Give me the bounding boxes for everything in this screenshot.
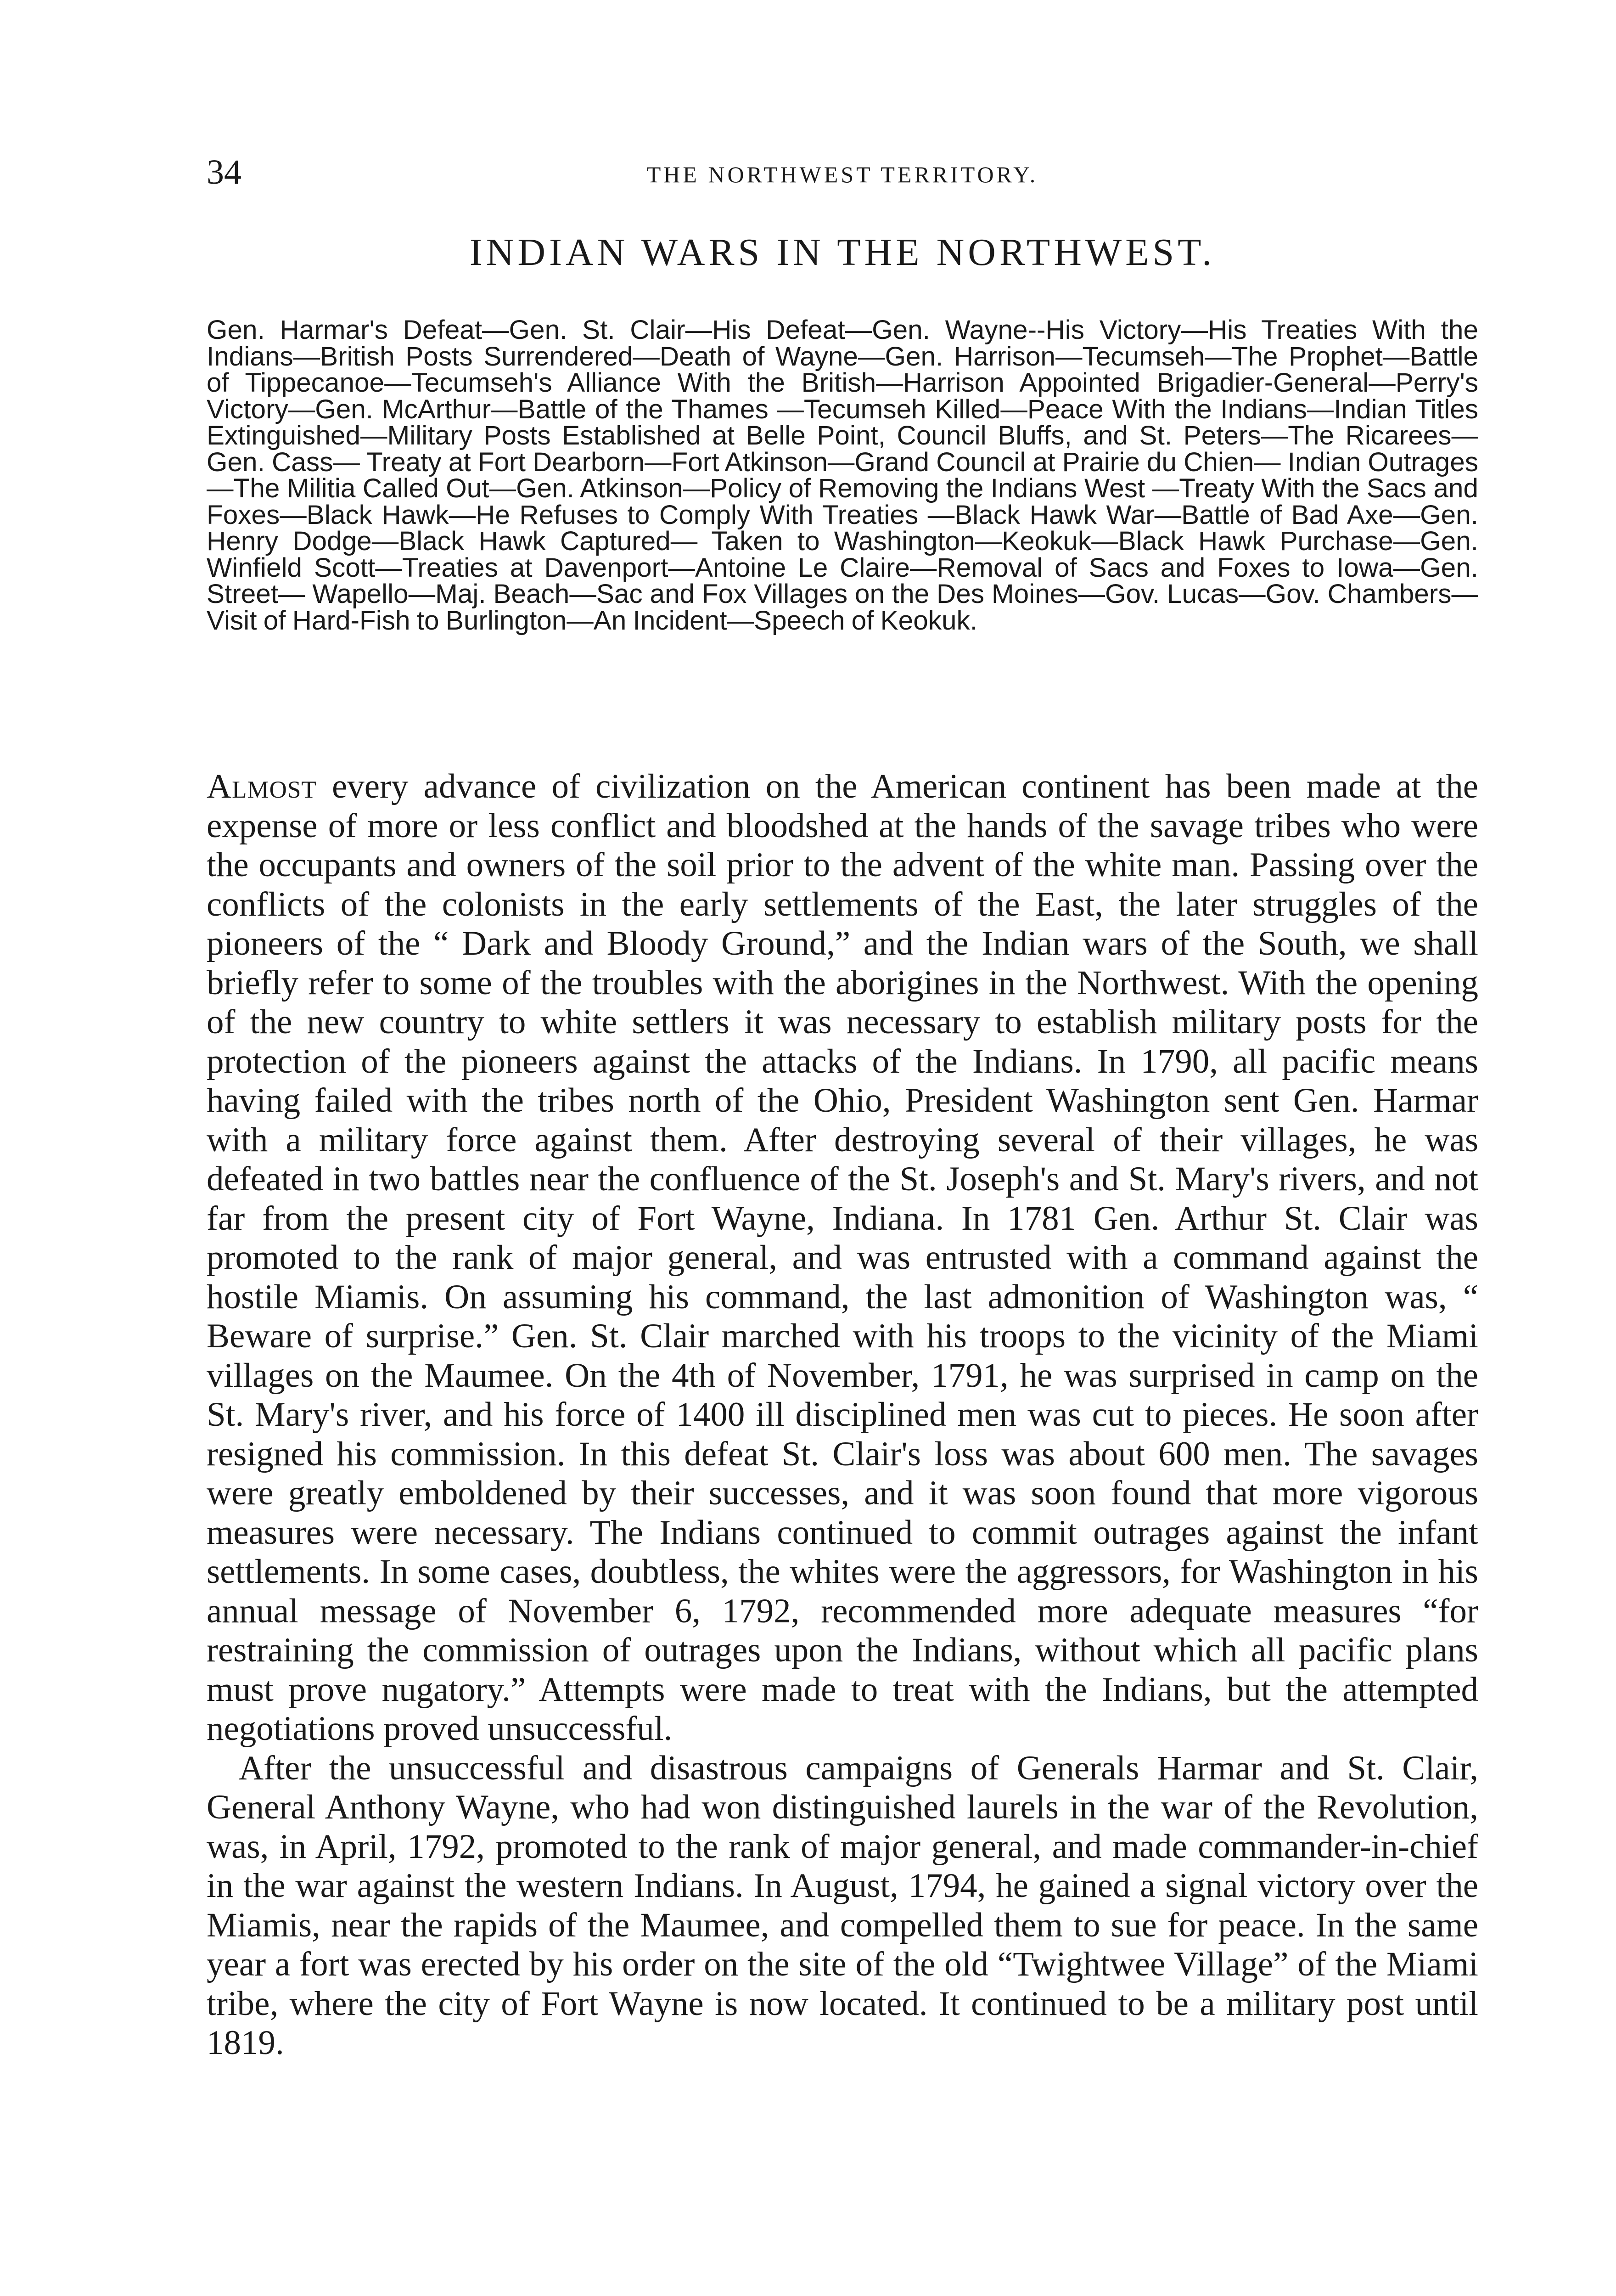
running-head: [207, 152, 1478, 193]
paragraph-2: After the unsuccessful and disastrous campaigns of Generals Harmar and St. Clair, General Anthony Wayne, who had won distinguished laurels in the war of the Revolution, was, in April, 1792, promoted to the rank of major general, and made commander-in-chief in the war against the western Indians. In August, 1794, he gained a signal victory over the Miamis, near the rapids of the Maumee, and compelled them to sue for peace. In the same year a fort was erected by his order on the site of the old “Twightwee Village” of the Miami tribe, where the city of Fort Wayne is now located. It continued to be a military post until 1819.: [207, 1749, 1478, 2062]
chapter-title: INDIAN WARS IN THE NORTHWEST.: [469, 231, 1216, 274]
page-number: 34: [207, 153, 241, 191]
opening-word: Almost: [207, 767, 317, 805]
body-text: [207, 767, 1478, 2063]
running-title: THE NORTHWEST TERRITORY.: [646, 162, 1038, 187]
paragraph-1: [207, 767, 1478, 1749]
paragraph-1-text: every advance of civilization on the American continent has been made at the expense of more or less conflict and bloodshed at the hands of the savage tribes who were the occupants and owners of the soil prior to the advent of the white man. Passing over the conflicts of the colonists in the early settlements of the East, the later struggles of the pioneers of the “ Dark and Bloody Ground,” and the Indian wars of the South, we shall briefly refer to some of the troubles with the aborigines in the Northwest. With the opening of the new country to white settlers it was necessary to establish military posts for the protection of the pioneers against the attacks of the Indians. In 1790, all pacific means having failed with the tribes north of the Ohio, President Washington sent Gen. Harmar with a military force against them. After destroying several of their villages, he was defeated in two battles near the confluence of the St. Joseph's and St. Mary's rivers, and not far from the present city of Fort Wayne, Indiana. In 1781 Gen. Arthur St. Clair was promoted to the rank of major general, and was entrusted with a command against the hostile Miamis. On assuming his command, the last admonition of Washington was, “ Beware of surprise.” Gen. St. Clair marched with his troops to the vicinity of the Miami villages on the Maumee. On the 4th of November, 1791, he was surprised in camp on the St. Mary's river, and his force of 1400 ill disciplined men was cut to pieces. He soon after resigned his commission. In this defeat St. Clair's loss was about 600 men. The savages were greatly emboldened by their successes, and it was soon found that more vigorous measures were necessary. The Indians continued to commit outrages against the infant settlements. In some cases, doubtless, the whites were the aggressors, for Washington in his annual message of November 6, 1792, recommended more adequate measures “for restraining the commission of outrages upon the Indians, without which all pacific plans must prove nugatory.” Attempts were made to treat with the Indians, but the attempted negotiations proved unsuccessful.: [207, 767, 1478, 1748]
chapter-synopsis: Gen. Harmar's Defeat—Gen. St. Clair—His Defeat—Gen. Wayne--His Victory—His Treaties With the Indians—British Posts Surrendered—Death of Wayne—Gen. Harrison—Tecumseh—The Prophet—Battle of Tippecanoe—Tecumseh's Alliance With the British—Harrison Appointed Brigadier-General—Perry's Victory—Gen. McArthur—Battle of the Thames —Tecumseh Killed—Peace With the Indians—Indian Titles Extinguished—Military Posts Established at Belle Point, Council Bluffs, and St. Peters—The Ricarees—Gen. Cass— Treaty at Fort Dearborn—Fort Atkinson—Grand Council at Prairie du Chien— Indian Outrages—The Militia Called Out—Gen. Atkinson—Policy of Removing the Indians West —Treaty With the Sacs and Foxes—Black Hawk—He Refuses to Comply With Treaties —Black Hawk War—Battle of Bad Axe—Gen. Henry Dodge—Black Hawk Captured— Taken to Washington—Keokuk—Black Hawk Purchase—Gen. Winfield Scott—Treaties at Davenport—Antoine Le Claire—Removal of Sacs and Foxes to Iowa—Gen. Street— Wapello—Maj. Beach—Sac and Fox Villages on the Des Moines—Gov. Lucas—Gov. Chambers—Visit of Hard-Fish to Burlington—An Incident—Speech of Keokuk.: [207, 315, 1478, 636]
